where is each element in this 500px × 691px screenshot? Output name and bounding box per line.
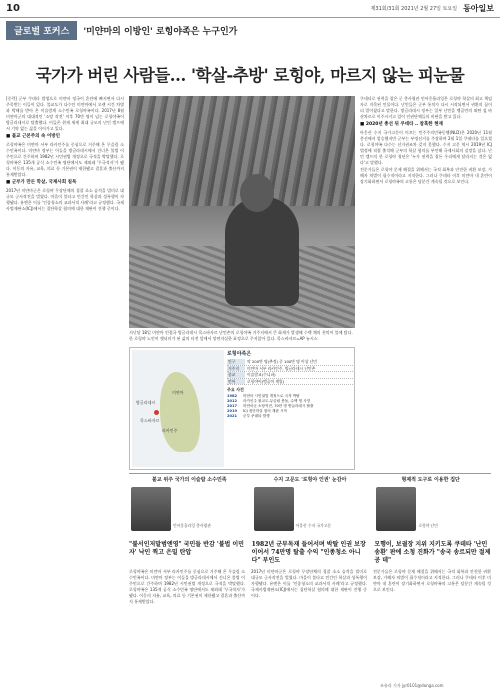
- people-row: [129, 487, 491, 539]
- paragraph: 2017년 미얀마군은 로힝야 무장단체의 경찰 초소 습격을 빌미로 대규모 군사작전을 벌였다. 마을이 불타고 민간인 학살과 성폭행이 자행됐다. 유엔은 이를 '인종청소의 교과서적 사례'라고 규정했다. 국제사법재판소(ICJ)에서는 집단학살 혐의에 대한 재판이 진행 중이다.: [6, 188, 124, 211]
- sub-headline: "불서인저말범엔영" 국민들 반감 '불법 이민자' 낙인 찍고 은밀 탄압: [129, 541, 244, 556]
- article-column-bottom: [129, 569, 245, 681]
- article-column-bottom: [373, 569, 491, 679]
- map-label-region: 라카인주: [162, 428, 178, 433]
- paragraph: 로힝야족은 미얀마 서부 라카인주를 중심으로 거주해 온 무슬림 소수민족이다. 미얀마 정부는 이들을 방글라데시에서 건너온 불법 이주민으로 간주하며 1982년 시민권법 개정으로 국적을 박탈했다. 로힝야족은 135개 공식 소수민족 명단에서도 제외돼 '무국적자'가 됐다. 이동의 자유, 교육, 의료 등 기본권이 제한됐고 결혼과 출산까지 통제받았다.: [129, 569, 245, 604]
- section-row: [6, 20, 494, 40]
- info-rows: [227, 359, 353, 385]
- paragraph: 전문가들은 로힝야 문제 해결을 위해서는 국적 회복과 안전한 귀환 보장, 가해자 처벌이 필수적이라고 지적한다. 그러나 쿠데타 이후 미얀마 내 혼란이 장기화하면서 로힝야족의 고통은 당분간 계속될 것으로 보인다.: [360, 167, 492, 184]
- person-name: 로힝야 난민: [418, 523, 438, 528]
- timeline-row: [227, 414, 353, 419]
- info-value: 이슬람교(수니파): [247, 372, 276, 377]
- main-photo: [129, 96, 355, 328]
- timeline-title: 주요 사건: [227, 387, 244, 392]
- info-key: 거주지: [227, 366, 245, 372]
- photo-person: [225, 196, 299, 306]
- timeline-year: 2012: [227, 399, 238, 403]
- paragraph: 2017년 미얀마군은 로힝야 무장단체의 경찰 초소 습격을 빌미로 대규모 군사작전을 벌였다. 마을이 불타고 민간인 학살과 성폭행이 자행됐다. 유엔은 이를 '인종청소의 교과서적 사례'라고 규정했다. 국제사법재판소(ICJ)에서는 집단학살 혐의에 대한 재판이 진행 중이다.: [251, 569, 367, 598]
- person-name: 민아웅흘라잉 총사령관: [173, 523, 211, 528]
- person-name: 아웅산 수지 국가고문: [295, 523, 332, 528]
- section-title: '미얀마의 이방인' 로힝야족은 누구인가: [83, 26, 238, 37]
- map-label-city: 콕스바자르: [140, 418, 160, 423]
- paragraph: 쿠데타로 권력을 잡은 군 총사령관 민아웅흘라잉은 로힝야 학살의 최고 책임자로 지목된 인물이다. 난민들은 군부 통치가 다시 시작되면서 귀환의 꿈이 더 멀어졌다고 말한다. 방글라데시 정부는 일부 난민을 벵골만의 외딴 섬 바샨차르로 이주시키고 있어 인권단체들의 비판을 받고 있다.: [360, 96, 492, 119]
- subheading: ■ 2020년 총선 뒤 쿠데타 ‥ 참혹한 현재: [360, 122, 443, 127]
- map-label-neighbor: 방글라데시: [136, 400, 156, 405]
- person-card: [252, 487, 369, 539]
- info-key: 인구: [227, 359, 245, 365]
- timeline-event: ICJ 집단학살 혐의 재판 시작: [243, 409, 287, 413]
- info-value: 약 200만 명(추정) 중 100만 명 이상 난민: [247, 359, 317, 364]
- headline: 국가가 버린 사람들… '학살-추방' 로힝야, 마르지 않는 피눈물: [35, 66, 465, 85]
- subheading: ■ 불교 근본주의 속 이방인: [6, 134, 60, 139]
- timeline-event: 라카인주 불교도-무슬림 충돌, 수백 명 사망: [243, 399, 311, 403]
- timeline-year: 1982: [227, 394, 238, 398]
- timeline-event: 군부 쿠데타 발생: [243, 414, 270, 418]
- paragraph: 전문가들은 로힝야 문제 해결을 위해서는 국적 회복과 안전한 귀환 보장, 가해자 처벌이 필수적이라고 지적한다. 그러나 쿠데타 이후 미얀마 내 혼란이 장기화하면서 로힝야족의 고통은 당분간 계속될 것으로 보인다.: [373, 569, 491, 592]
- timeline-year: 2019: [227, 409, 238, 413]
- related-heading: 수지 고문도 '로힝야 인권' 눈감아: [250, 473, 371, 485]
- paragraph: 아웅산 수지 국가고문이 이끄는 민주주의민족동맹(NLD)은 2020년 11월 총선에서 압승했지만 군부는 부정선거를 주장하며 2월 1일 쿠데타를 일으켰다. 로힝야족 다수는 선거권조차 갖지 못했다. 수지 고문 역시 2019년 ICJ 법정에 직접 출석해 군부의 학살 혐의를 부인해 국제사회의 실망을 샀다. 난민 캠프의 한 로힝야 청년은 '누가 권력을 잡든 우리에게 달라지는 것은 없다'고 말했다.: [360, 130, 492, 165]
- related-headings: [129, 473, 491, 485]
- photo-person-head: [240, 174, 274, 212]
- paragraph: 로힝야족은 미얀마 서부 라카인주를 중심으로 거주해 온 무슬림 소수민족이다. 미얀마 정부는 이들을 방글라데시에서 건너온 불법 이주민으로 간주하며 1982년 시민권법 개정으로 국적을 박탈했다. 로힝야족은 135개 공식 소수민족 명단에서도 제외돼 '무국적자'가 됐다. 이동의 자유, 교육, 의료 등 기본권이 제한됐고 결혼과 출산까지 통제받았다.: [6, 142, 124, 177]
- timeline-year: 2021: [227, 414, 238, 418]
- page-header: [0, 0, 500, 18]
- subheading: ■ 군부가 만든 학살, 국제사회 침묵: [6, 180, 77, 185]
- info-key: 종교: [227, 372, 245, 378]
- sub-headline: 모행이, 보궐장 지위 지키도록 쿠데타 '난민 송환' 판에 소청 진화가 "송국 송르되만 절제공 데": [374, 541, 491, 564]
- myanmar-shape: [160, 372, 200, 452]
- section-label: 글로벌 포커스: [6, 21, 77, 40]
- timeline-event: 미얀마군 소탕작전, 70만 명 방글라데시 탈출: [243, 404, 314, 408]
- map: [132, 350, 224, 467]
- reporter-email: 조유라 기자 jyr0101@donga.com: [380, 683, 444, 688]
- timeline: [227, 394, 353, 419]
- article-column-bottom: [251, 569, 367, 681]
- info-row: [227, 379, 353, 386]
- article-column-right: [360, 96, 492, 470]
- info-title: 로힝야족은: [227, 351, 252, 357]
- portrait-image: [376, 487, 416, 531]
- article-column-left: [6, 96, 124, 682]
- info-graphic: [129, 347, 355, 470]
- photo-caption: 지난달 18일 미얀마 인접국 방글라데시 콕스바자르 난민촌의 로힝야족 거주지에서 큰 화재가 발생해 수백 채의 천막이 불에 탔다. 한 로힝야 노인이 잿더미가 된 삶의 터전 앞에서 망연자실한 표정으로 주저앉아 있다. 콕스바자르=AP 뉴시스: [129, 330, 353, 341]
- timeline-year: 2017: [227, 404, 238, 408]
- timeline-event: 미얀마 시민권법 개정으로 국적 박탈: [243, 394, 300, 398]
- person-card: [129, 487, 246, 539]
- portrait-image: [131, 487, 171, 531]
- page-number: 10: [6, 3, 20, 14]
- info-box: [227, 350, 353, 467]
- info-value: 로힝야어(벵골어 계열): [247, 378, 285, 384]
- related-heading: 불교 위주 국가의 이슬람 소수민족: [129, 473, 250, 485]
- portrait-image: [254, 487, 294, 531]
- map-label-country: 미얀마: [172, 390, 184, 395]
- sub-headline: 1982년 군부독재 들어서며 박탈 인권 보장이어서 74만명 탈출 수익 "인종청소 아니다" 부인도: [251, 541, 366, 564]
- info-value: 미얀마 서부 라카인주, 방글라데시 난민촌: [247, 365, 316, 371]
- info-key: 언어: [227, 379, 245, 385]
- paragraph: [중략] 군부 쿠데타 발생으로 미얀마 정국이 혼란에 빠지면서 다시 주목받는 이들이 있다. 불교도가 다수인 미얀마에서 오랜 시간 차별과 박해를 받아 온 이슬람계 소수민족 로힝야족이다. 2017년 8월 미얀마군의 대대적인 '소탕 작전' 이후 70만 명이 넘는 로힝야족이 방글라데시로 탈출했다. 이들은 현재 세계 최대 규모의 난민 캠프에서 기약 없는 삶을 이어가고 있다.: [6, 96, 124, 131]
- map-marker-icon: [154, 410, 159, 415]
- masthead: 동아일보: [463, 3, 494, 13]
- person-card: [374, 487, 491, 539]
- related-heading: 형제적 도구로 이용한 집단: [370, 473, 491, 485]
- sub-headlines: [129, 541, 491, 567]
- issue-info: 제31회/31회 2021년 2월 27일 토요일: [370, 6, 458, 12]
